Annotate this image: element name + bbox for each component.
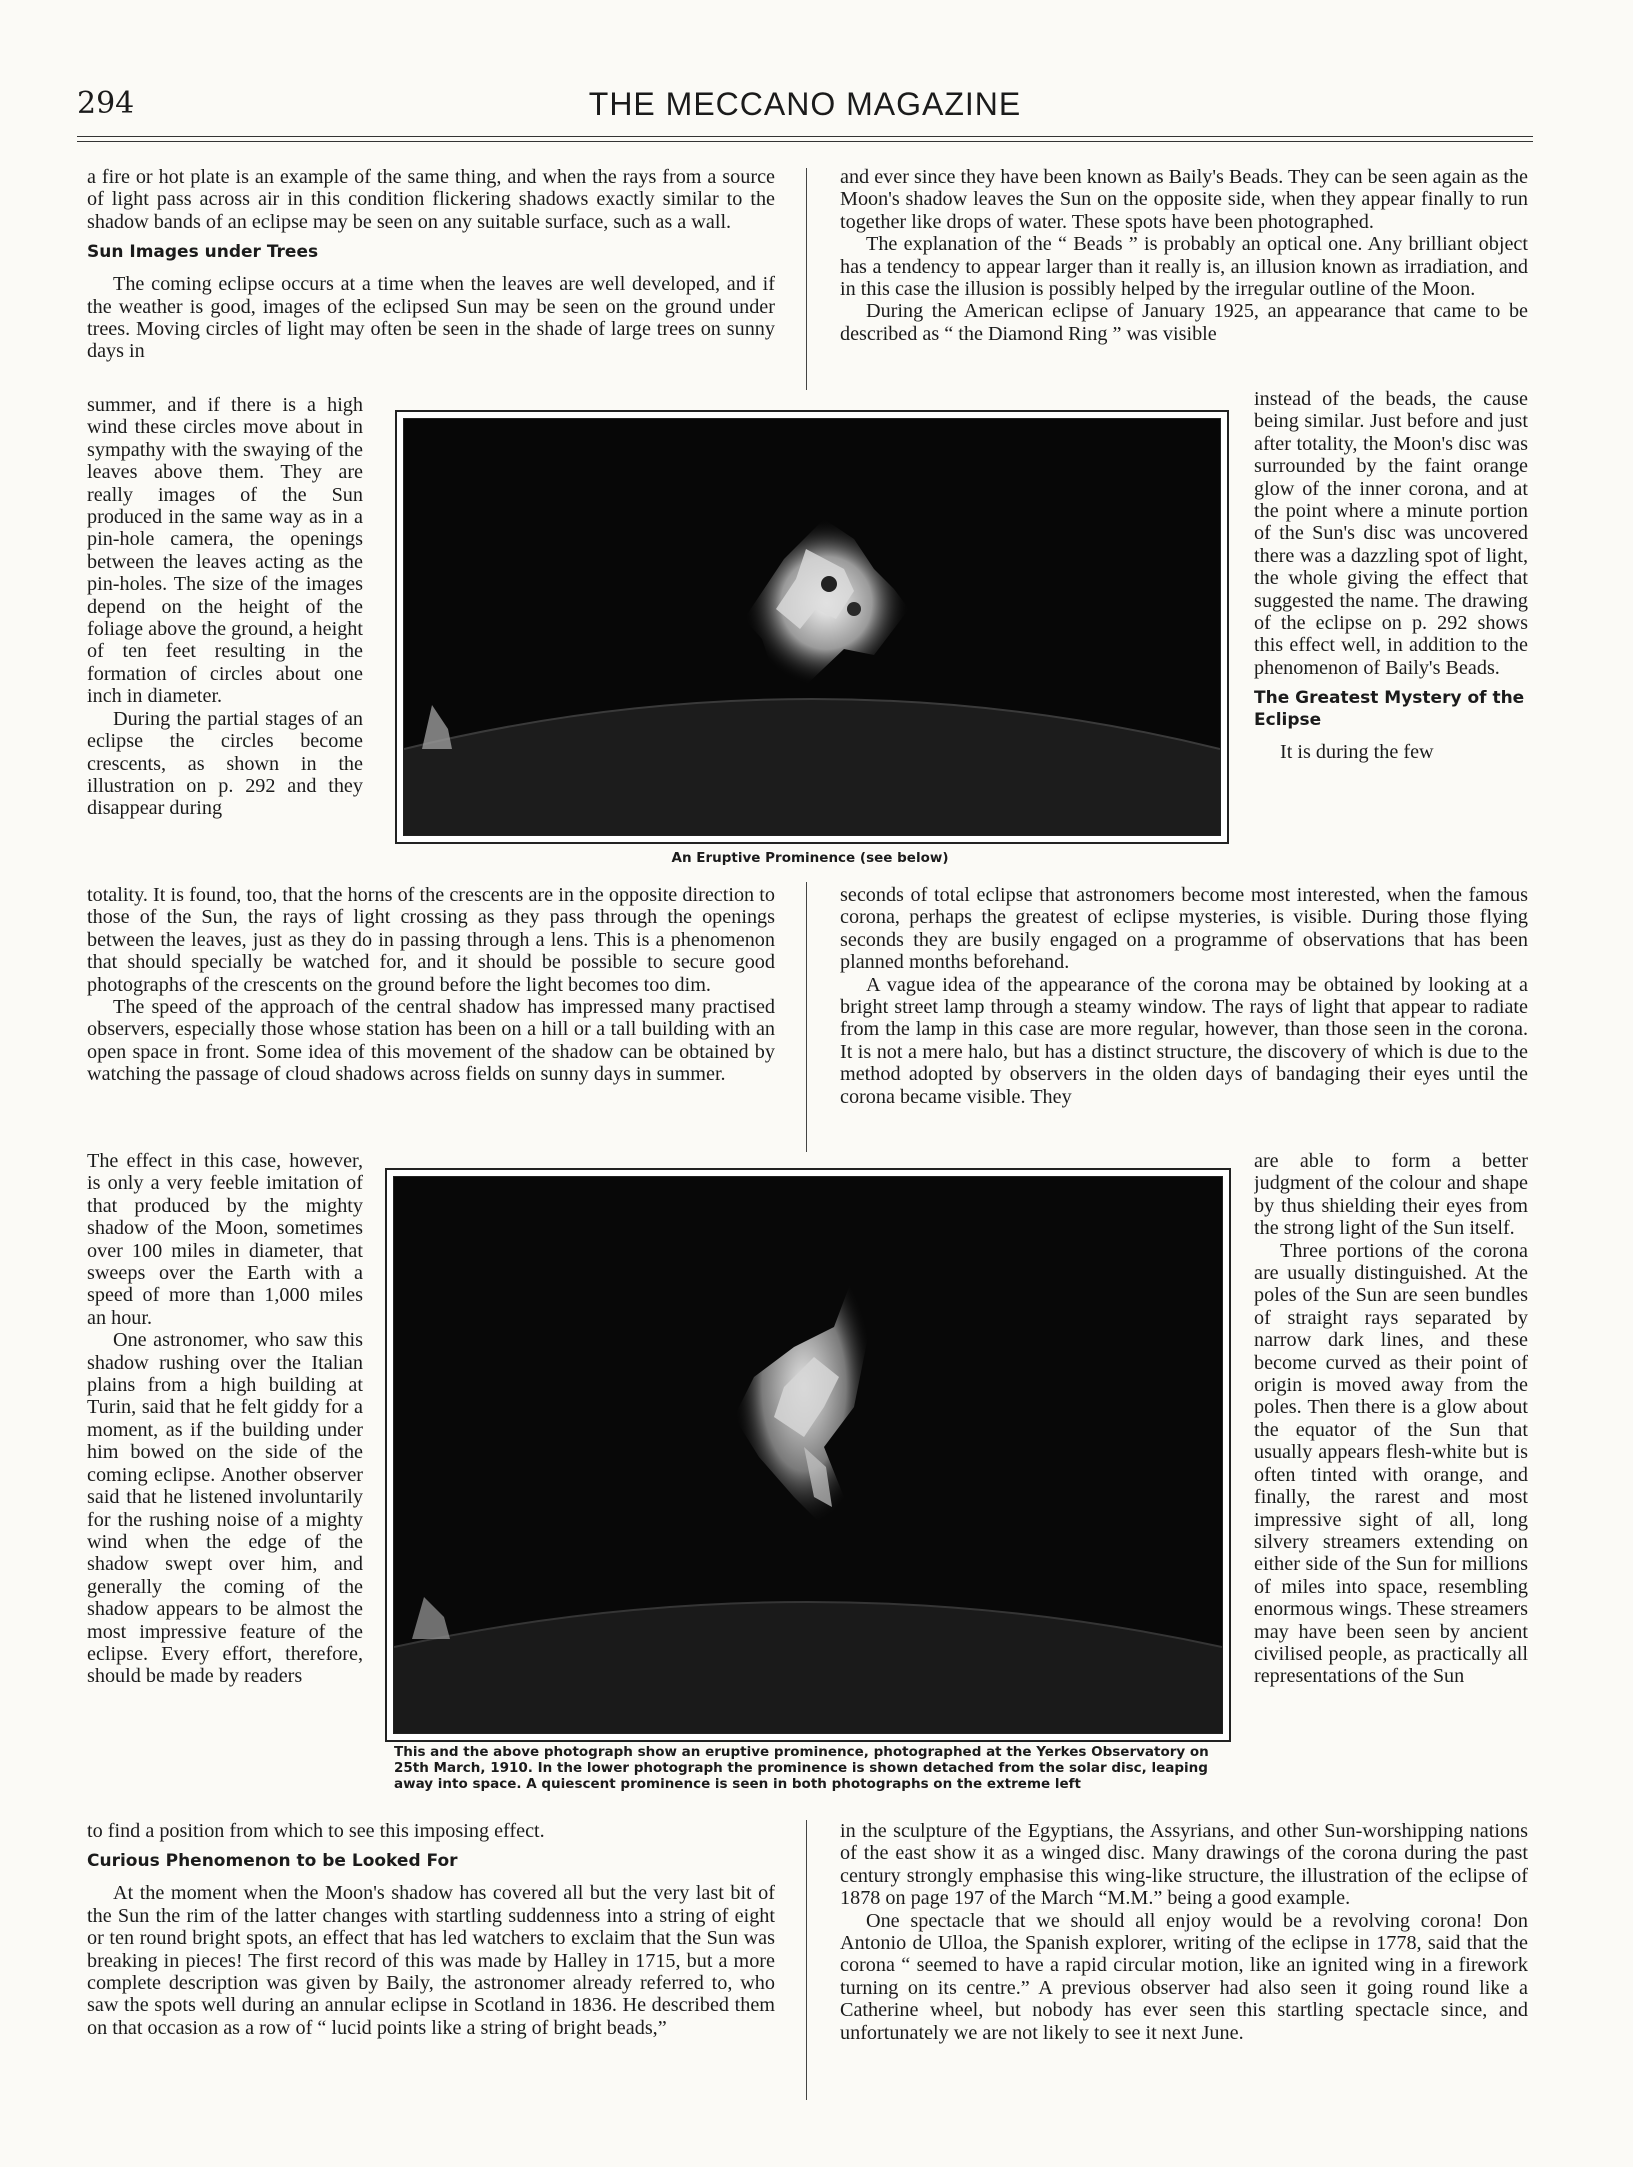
paragraph: in the sculpture of the Egyptians, the Assyrians, and other Sun-worshipping nations of the east show it as a winged disc. Many drawings of the corona during the past century strongly emphasise this wing-like structure, the illustration of the eclipse of 1878 on page 197 of the March “M.M.” being a good example.	[840, 1820, 1528, 1910]
header-rule-top	[77, 136, 1533, 137]
detached-prominence-photo	[385, 1168, 1231, 1742]
paragraph: The effect in this case, however, is only a very feeble imitation of that produced by the mighty shadow of the Moon, sometimes over 100 miles in diameter, that sweeps over the Earth with a speed of more than 1,000 miles an hour.	[87, 1150, 363, 1329]
paragraph: One astronomer, who saw this shadow rushing over the Italian plains from a high building at Turin, said that he felt giddy for a moment, as if the building under him bowed on the side of the coming eclipse. Another observer said that he listened involuntarily for the rushing noise of a mighty wind when the edge of the shadow swept over him, and generally the coming of the shadow appears to be almost the most impressive feature of the eclipse. Every effort, therefore, should be made by readers	[87, 1329, 363, 1688]
paragraph: instead of the beads, the cause being similar. Just before and just after totality, the Moon's disc was surrounded by the faint orange glow of the inner corona, and at the point where a minute portion of the Sun's disc was uncovered there was a dazzling spot of light, the whole giving the effect that suggested the name. The drawing of the eclipse on p. 292 shows this effect well, in addition to the phenomenon of Baily's Beads.	[1254, 388, 1528, 679]
paragraph: are able to form a better judgment of the colour and shape by thus shielding their eyes from the strong light of the Sun itself.	[1254, 1150, 1528, 1240]
section-heading-sun-images: Sun Images under Trees	[87, 242, 319, 263]
right-column-bottom	[840, 1820, 1528, 2100]
paragraph: totality. It is found, too, that the horns of the crescents are in the opposite direction to those of the Sun, the rays of light crossing as they pass through the openings between the leaves, just as they do in passing through a lens. This is a phenomenon that should specially be watched for, and it should be possible to secure good photographs of the crescents on the ground before the light becomes too dim.	[87, 884, 775, 996]
magazine-title: THE MECCANO MAGAZINE	[588, 86, 1022, 122]
paragraph: During the partial stages of an eclipse the circles become crescents, as shown in the illustration on p. 292 and they disappear during	[87, 707, 363, 820]
right-column-top	[840, 166, 1528, 388]
right-column-wrap-1	[1254, 388, 1528, 884]
left-column-top	[87, 166, 775, 394]
paragraph: The coming eclipse occurs at a time when the leaves are well developed, and if the weather is good, images of the eclipsed Sun may be seen on the ground under trees. Moving circles of light may often be seen in the shade of large trees on sunny days in	[87, 273, 775, 363]
right-column-wrap-2	[1254, 1150, 1528, 1820]
paragraph: The explanation of the “ Beads ” is probably an optical one. Any brilliant object has a tendency to appear larger than it really is, an illusion known as irradiation, and in this case the illusion is possibly helped by the irregular outline of the Moon.	[840, 233, 1528, 301]
paragraph: During the American eclipse of January 1925, an appearance that came to be described as “ the Diamond Ring ” was visible	[840, 300, 1528, 345]
section-heading-curious-phenomenon: Curious Phenomenon to be Looked For	[87, 1851, 458, 1872]
paragraph: One spectacle that we should all enjoy would be a revolving corona! Don Antonio de Ulloa, the Spanish explorer, writing of the eclipse in 1778, said that the corona “ seemed to have a rapid circular motion, like an ignited wing in a firework turning on its centre.” A previous observer had also seen it going round like a Catherine wheel, but nobody has ever seen this startling spectacle since, and unfortunately we are not likely to see it next June.	[840, 1909, 1528, 2044]
header-rule-bottom	[77, 141, 1533, 142]
paragraph: summer, and if there is a high wind these circles move about in sympathy with the swaying of the leaves above them. They are really images of the Sun produced in the same way as in a pin-hole camera, the openings between the leaves acting as the pin-holes. The size of the images depend on the height of the foliage above the ground, a height of ten feet resulting in the formation of circles about one inch in diameter.	[87, 394, 363, 708]
column-divider	[806, 1820, 807, 2100]
paragraph: At the moment when the Moon's shadow has covered all but the very last bit of the Sun the rim of the latter changes with startling suddenness into a string of eight or ten round bright spots, an effect that has led watchers to exclaim that the Sun was breaking in pieces! The first record of this was made by Halley in 1715, but a more complete description was given by Baily, the astronomer already referred to, who saw the spots well during an annular eclipse in Scotland in 1836. He described them on that occasion as a row of “ lucid points like a string of bright beads,”	[87, 1882, 775, 2039]
page-header	[77, 86, 1533, 128]
left-column-wrap-1	[87, 394, 363, 884]
paragraph: It is during the few	[1280, 741, 1434, 764]
photo-caption-top: An Eruptive Prominence (see below)	[671, 850, 949, 866]
prominence-image	[394, 1177, 1222, 1733]
paragraph: Three portions of the corona are usually distinguished. At the poles of the Sun are seen bundles of straight rays separated by narrow dark lines, and these become curved as their point of origin is moved away from the poles. Then there is a glow about the equator of the Sun that usually appears flesh-white but is often tinted with orange, and finally, the rarest and most impressive sight of all, long silvery streamers extending on either side of the Sun for millions of miles into space, resembling enormous wings. These streamers may have been seen by ancient civilised people, as practically all representations of the Sun	[1254, 1239, 1528, 1688]
paragraph: The speed of the approach of the central shadow has impressed many practised observers, especially those whose station has been on a hill or a tall building with an open space in front. Some idea of this movement of the shadow can be obtained by watching the passage of cloud shadows across fields on sunny days in summer.	[87, 996, 775, 1086]
paragraph: and ever since they have been known as Baily's Beads. They can be seen again as the Moon's shadow leaves the Sun on the opposite side, when they appear finally to run together like drops of water. These spots have been photographed.	[840, 166, 1528, 233]
section-heading-greatest-mystery: The Greatest Mystery of the Eclipse	[1254, 688, 1525, 731]
prominence-image	[404, 419, 1220, 835]
photo-caption-bottom: This and the above photograph show an eruptive prominence, photographed at the Yerkes Observatory on 25th March, 1910. In the lower photograph the prominence is shown detached from the solar disc, leaping away into space. A quiescent prominence is seen in both photographs on the extreme left	[394, 1744, 1209, 1792]
left-column-wrap-2	[87, 1150, 363, 1820]
paragraph: to find a position from which to see this imposing effect.	[87, 1820, 545, 1842]
column-divider	[806, 882, 807, 1152]
page-number: 294	[77, 86, 135, 121]
left-column-bottom	[87, 1820, 775, 2100]
paragraph: seconds of total eclipse that astronomers become most interested, when the famous corona, perhaps the greatest of eclipse mysteries, is visible. During those flying seconds they are busily engaged on a programme of observations that has been planned months beforehand.	[840, 884, 1528, 974]
paragraph: a fire or hot plate is an example of the same thing, and when the rays from a source of light pass across air in this condition flickering shadows exactly similar to the shadow bands of an eclipse may be seen on any suitable surface, such as a wall.	[87, 166, 775, 233]
paragraph: A vague idea of the appearance of the corona may be obtained by looking at a bright street lamp through a steamy window. The rays of light that appear to radiate from the lamp in this case are more regular, however, than those seen in the corona. It is not a mere halo, but has a distinct structure, the discovery of which is due to the method adopted by observers in the olden days of bandaging their eyes until the corona became visible. They	[840, 973, 1528, 1108]
column-divider	[806, 168, 807, 390]
right-column-middle	[840, 884, 1528, 1150]
eruptive-prominence-photo	[395, 410, 1229, 844]
left-column-middle	[87, 884, 775, 1150]
